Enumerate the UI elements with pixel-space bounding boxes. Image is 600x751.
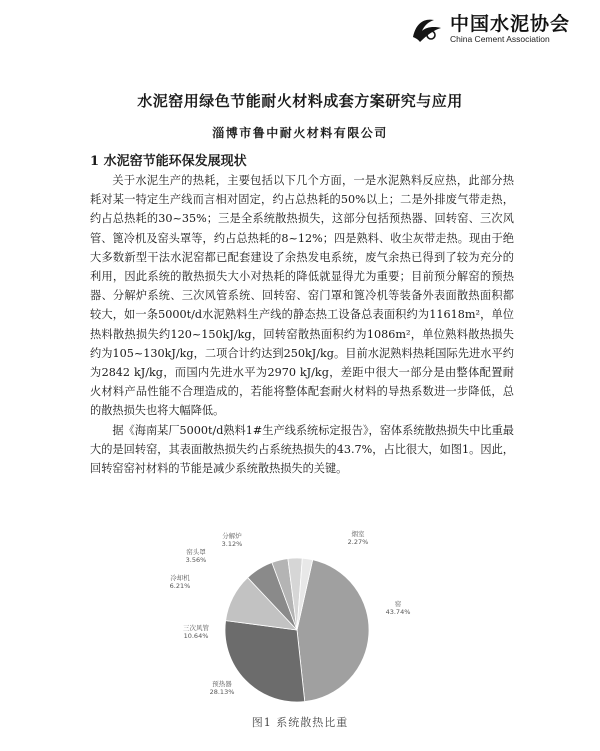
pie-value-label: 28.13%	[209, 688, 235, 696]
pie-category-label: 三次风管	[183, 624, 209, 632]
paragraph: 关于水泥生产的热耗，主要包括以下几个方面，一是水泥熟料反应热，此部分热耗对某一特定生产线而言相对固定，约占总热耗的50%以上；二是外排废气带走热，约占总热耗的30~35%；三是全系统散热损失，这部分包括预热器、回转窑、三次风管、篦冷机及窑头罩等，约占总热耗的8~12%；四是熟料、收尘灰带走热。现由于绝大多数新型干法水泥窑都已配套建设了余热发电系统，废气余热已得到了较为充分的利用，因此系统的散热损失大小对热耗的降低就显得尤为重要；目前预分解窑的预热器、分解炉系统、三次风管系统、回转窑、窑门罩和篦冷机等装备外表面散热面积都较大，如一条5000t/d水泥熟料生产线的静态热工设备总表面积约为11618m²，单位热料散热损失约120~150kJ/kg，回转窑散热面积约为1086m²，单位熟料散热损失约为105~130kJ/kg，二项合计约达到250kJ/kg。目前水泥熟料热耗国际先进水平约为2842 kJ/kg，而国内先进水平为2970 kJ/kg，差距中很大一部分是由整体配置耐火材料产品性能不合理造成的，若能将整体配套耐火材料的导热系数进一步降低，总的散热损失也将大幅降低。	[90, 174, 514, 418]
figure-caption: 图1 系统散热比重	[251, 716, 349, 729]
pie-value-label: 43.74%	[385, 608, 411, 616]
paper-title: 水泥窑用绿色节能耐火材料成套方案研究与应用	[137, 92, 463, 110]
paragraph: 据《海南某厂5000t/d熟料1#生产线系统标定报告》，窑体系统散热损失中比重最大的是回转窑，其表面散热损失约占系统热损失的43.7%，占比很大，如图1。因此，回转窑窑衬材料的节能是减少系统散热损失的关键。	[90, 423, 514, 476]
pie-category-label: 冷却机	[170, 574, 190, 582]
logo-chinese-name: 中国水泥协会	[449, 13, 570, 35]
pie-category-label: 预热器	[212, 680, 232, 688]
pie-slice-2	[225, 621, 305, 702]
pie-value-label: 10.64%	[183, 632, 209, 640]
pie-value-label: 3.56%	[185, 556, 207, 564]
body-text	[90, 171, 514, 478]
china-cement-association-logo	[410, 14, 570, 45]
pie-category-label: 窑头罩	[186, 548, 206, 556]
heat-loss-pie-chart	[160, 524, 450, 710]
pie-category-label: 窑	[394, 600, 402, 608]
author-company: 淄博市鲁中耐火材料有限公司	[212, 126, 388, 140]
logo-english-name: China Cement Association	[449, 34, 550, 44]
association-emblem-icon	[410, 15, 444, 45]
pie-value-label: 2.27%	[347, 538, 369, 546]
section-heading: 1 水泥窑节能环保发展现状	[90, 154, 247, 169]
pie-category-label: 分解炉	[222, 532, 242, 540]
pie-category-label: 烟室	[351, 530, 365, 538]
pie-value-label: 3.12%	[221, 540, 243, 548]
pie-value-label: 6.21%	[169, 582, 191, 590]
